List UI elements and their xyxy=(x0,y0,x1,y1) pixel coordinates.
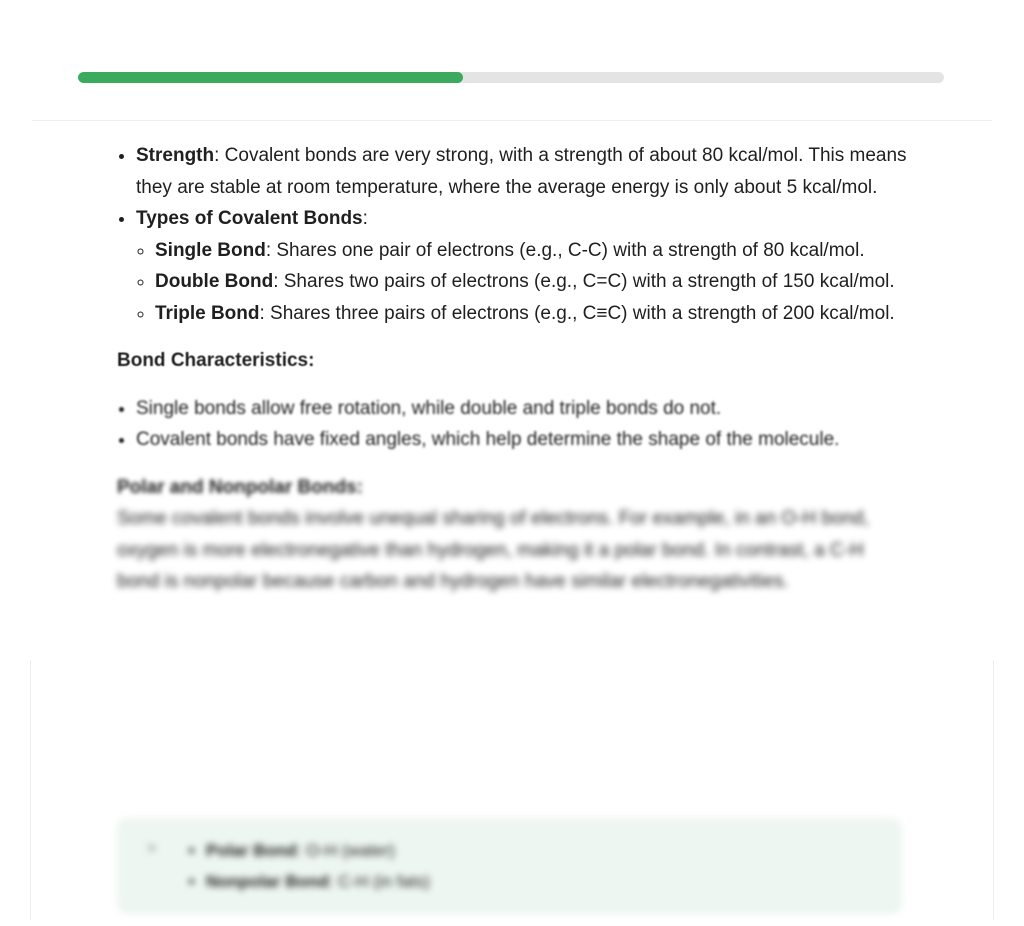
strength-text: : Covalent bonds are very strong, with a strength of about 80 kcal/mol. This means they are stable at room temperature, where the average energy is only about 5 kcal/mol. xyxy=(136,145,907,198)
lesson-content xyxy=(117,140,907,598)
list-item-strength xyxy=(136,140,907,203)
polar-bond-text: : O-H (water) xyxy=(296,841,395,860)
list-item-polar-bond xyxy=(206,835,430,866)
bond-characteristics-heading-text: Bond Characteristics xyxy=(117,350,309,371)
bond-types-sublist xyxy=(136,235,907,330)
list-item-single-bond xyxy=(155,235,907,267)
content-edge-left xyxy=(30,660,31,920)
list-item-triple-bond xyxy=(155,298,907,330)
bond-characteristics-heading-suffix: : xyxy=(308,350,315,371)
header-divider xyxy=(32,120,992,121)
bond-characteristics-list xyxy=(117,393,907,456)
triple-bond-term: Triple Bond xyxy=(155,302,260,324)
polar-nonpolar-paragraph: Some covalent bonds involve unequal sharing of electrons. For example, in an O-H bond, oxygen is more electronegative than hydrogen, making it a polar bond. In contrast, a C-H bond is nonpolar because carbon and hydrogen have similar electronegativities. xyxy=(117,508,869,592)
progress-bar-fill xyxy=(78,72,463,83)
single-bond-text: : Shares one pair of electrons (e.g., C-C) with a strength of 80 kcal/mol. xyxy=(265,239,865,261)
list-item-double-bond xyxy=(155,266,907,298)
polar-nonpolar-heading-text: Polar and Nonpolar Bonds xyxy=(117,476,357,498)
list-item: • Covalent bonds have fixed angles, which help determine the shape of the molecule. xyxy=(136,424,907,456)
list-item: • Single bonds allow free rotation, while double and triple bonds do not. xyxy=(136,393,907,425)
list-item-nonpolar-bond xyxy=(206,866,430,897)
list-item-types xyxy=(136,203,907,329)
callout-list xyxy=(187,835,430,897)
double-bond-text: : Shares two pairs of electrons (e.g., C=C) with a strength of 150 kcal/mol. xyxy=(273,271,895,292)
content-edge-right xyxy=(993,660,994,920)
example-callout xyxy=(117,818,902,914)
nonpolar-bond-text: : C-H (in fats) xyxy=(328,872,430,891)
polar-nonpolar-heading xyxy=(117,472,907,504)
strength-term: Strength xyxy=(136,145,215,166)
covalent-bond-list xyxy=(117,140,907,329)
bond-characteristics-heading xyxy=(117,345,907,377)
progress-bar xyxy=(78,72,944,83)
types-suffix: : xyxy=(362,208,368,229)
polar-bond-term: Polar Bond xyxy=(206,841,297,860)
polar-nonpolar-heading-suffix: : xyxy=(356,476,363,498)
nonpolar-bond-term: Nonpolar Bond xyxy=(206,872,329,891)
single-bond-term: Single Bond xyxy=(155,239,266,261)
chevron-right-icon[interactable]: > xyxy=(147,840,157,857)
types-term: Types of Covalent Bonds xyxy=(136,208,363,229)
triple-bond-text: : Shares three pairs of electrons (e.g., C≡C) with a strength of 200 kcal/mol. xyxy=(259,302,895,324)
double-bond-term: Double Bond xyxy=(155,271,274,292)
